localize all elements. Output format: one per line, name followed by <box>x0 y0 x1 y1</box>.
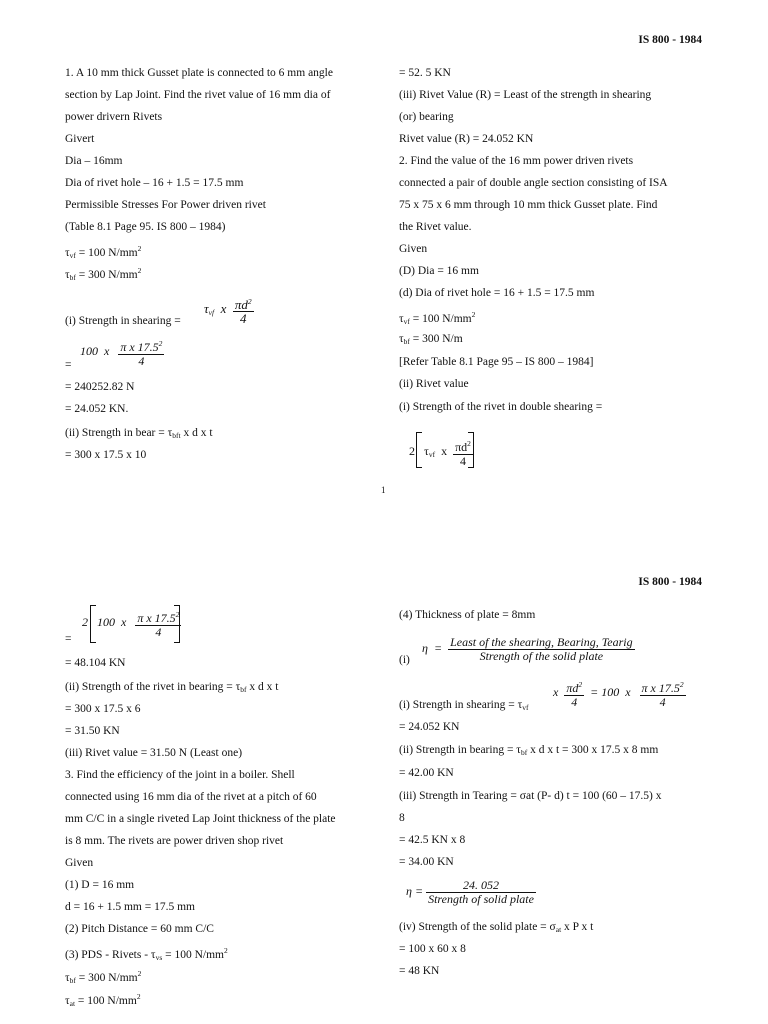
text-line: 75 x 75 x 6 mm through 10 mm thick Gusset plate. Find <box>399 199 658 211</box>
result-line: = 24.052 KN. <box>65 403 129 415</box>
bracket-right <box>174 605 180 643</box>
text-line: (Table 8.1 Page 95. IS 800 – 1984) <box>65 221 226 233</box>
bracket-right <box>468 432 474 468</box>
text-line: (or) bearing <box>399 111 454 123</box>
equals-sign: = <box>65 633 72 645</box>
bearing-text: x d x t = 300 x 17.5 x 8 mm <box>527 744 659 756</box>
text-line: (2) Pitch Distance = 60 mm C/C <box>65 923 214 935</box>
rivet-stress-line: (3) PDS - Rivets - $\tau_{vs} = 100$ $N/mm^2$ <box>65 946 228 962</box>
text-line: (D) Dia = 16 mm <box>399 265 479 277</box>
bearing-text: (ii) Strength in bear = τ <box>65 427 173 439</box>
tau-vf-line: $\tau_{vf} = 100$ $N/mm^2$ <box>399 310 476 326</box>
shear-line: (i) Strength in shearing = $\tau_{vf}$ <box>399 699 529 712</box>
tau-vf-line: $\tau_{vf} = 100$ $N/mm^2$ <box>65 244 142 260</box>
text-line: (iii) Rivet value = 31.50 N (Least one) <box>65 747 243 759</box>
result-line: = 42.00 KN <box>399 767 454 779</box>
text-line: (d) Dia of rivet hole = 16 + 1.5 = 17.5 mm <box>399 287 595 299</box>
bearing-text: (ii) Strength of the rivet in bearing = τ <box>65 681 241 693</box>
text-line: is 8 mm. The rivets are power driven shop rivet <box>65 835 284 847</box>
text-line: connected a pair of double angle section consisting of ISA <box>399 177 668 189</box>
result-line: = 48 KN <box>399 965 440 977</box>
page-header: IS 800 - 1984 <box>638 576 702 588</box>
efficiency-numerator: Least of the shearing, Bearing, Tearig <box>450 634 633 649</box>
solid-plate-line: (iv) Strength of the solid plate = $\sigma_{at}$ x P x t <box>399 921 594 934</box>
formula-double-shear-substitution: 2 100 x $\frac{\pi x 17.5^2}{4}$ <box>82 609 180 639</box>
text-line: 1. A 10 mm thick Gusset plate is connected to 6 mm angle <box>65 67 333 79</box>
formula-shear-substitution: 100 x $\frac{\pi x 17.5^2}{4}$ <box>80 338 163 368</box>
formula-double-shear: 2 $\tau_{vf}$ x $\frac{\pi d^2}{4}$ <box>409 438 471 468</box>
tau-bf-line: $\tau_{bf} = 300$ N/m <box>399 333 463 346</box>
page-header: IS 800 - 1984 <box>638 34 702 46</box>
text-line: Given <box>399 243 428 255</box>
text-line: Permissible Stresses For Power driven rivet <box>65 199 266 211</box>
text-line: Dia – 16mm <box>65 155 123 167</box>
text-line: power drivern Rivets <box>65 111 163 123</box>
result-line: = 42.5 KN x 8 <box>399 834 466 846</box>
result-line: = 34.00 KN <box>399 856 454 868</box>
text-line: Dia of rivet hole – 16 + 1.5 = 17.5 mm <box>65 177 244 189</box>
bearing-calc: = 300 x 17.5 x 10 <box>65 449 147 461</box>
efficiency-label: (i) <box>399 654 410 666</box>
document-page-2 <box>0 512 768 1024</box>
text-line: = 31.50 KN <box>65 725 120 737</box>
formula-efficiency-substituted: η = $\frac{24. 052}{\text{Strength of solid plate}}$ <box>406 877 534 906</box>
page-number: 1 <box>381 485 386 495</box>
text-line: = 52. 5 KN <box>399 67 451 79</box>
formula-shear-strength: x $\frac{\pi d^2}{4}$ = 100 x $\frac{\pi x 17.5^2}{4}$ <box>553 679 684 709</box>
shear-label: (i) Strength in shearing = τ <box>399 699 523 711</box>
tau-vf-value: = 100 N/mm <box>75 247 138 259</box>
text-line: 2. Find the value of the 16 mm power driven rivets <box>399 155 634 167</box>
text-line: the Rivet value. <box>399 221 472 233</box>
bearing-line: (ii) Strength in bearing = $\tau_{bf}$ x d x t = 300 x 17.5 x 8 mm <box>399 744 659 757</box>
efficiency-numerator: 24. 052 <box>426 879 536 893</box>
text-line: (ii) Rivet value <box>399 378 469 390</box>
text-line: d = 16 + 1.5 mm = 17.5 mm <box>65 901 195 913</box>
tearing-line: (iii) Strength in Tearing = σat (P- d) t = 100 (60 – 17.5) x <box>399 790 662 802</box>
result-line: = 240252.82 N <box>65 381 135 393</box>
text-line: Givert <box>65 133 95 145</box>
tau-bf-value: = 300 N/mm <box>75 972 138 984</box>
text-line: [Refer Table 8.1 Page 95 – IS 800 – 1984] <box>399 356 594 368</box>
text-line: mm C/C in a single riveted Lap Joint thickness of the plate <box>65 813 336 825</box>
bearing-line: (ii) Strength of the rivet in bearing = $\tau_{bf}$ x d x t <box>65 681 279 694</box>
efficiency-denominator: Strength of solid plate <box>428 891 534 906</box>
bracket-left <box>90 605 96 643</box>
formula-shear: $\tau_{vf}$ x $\frac{\pi d^2}{4}$ <box>204 297 252 327</box>
tau-bf-value: = 300 N/m <box>409 333 463 345</box>
text-line: (1) D = 16 mm <box>65 879 135 891</box>
result-line: = 48.104 KN <box>65 657 126 669</box>
tau-bf-line: $\tau_{bf} = 300$ $N/mm^2$ <box>65 266 142 282</box>
bearing-text: x d x t <box>180 427 213 439</box>
text-line: connected using 16 mm dia of the rivet at a pitch of 60 <box>65 791 317 803</box>
formula-efficiency: η = $\frac{\text{Least of the shearing, Bearing, Tearig}}{\text{Strength of the solid plate}}$ <box>422 634 633 663</box>
bearing-line: (ii) Strength in bear = $\tau_{bft}$ x d x t <box>65 427 213 440</box>
text-line: Given <box>65 857 94 869</box>
text-line: (4) Thickness of plate = 8mm <box>399 609 536 621</box>
solid-plate-text: x P x t <box>561 921 594 933</box>
tau-vf-value: = 100 N/mm <box>409 313 472 325</box>
result-line: = 24.052 KN <box>399 721 460 733</box>
text-line: Rivet value (R) = 24.052 KN <box>399 133 534 145</box>
efficiency-denominator: Strength of the solid plate <box>479 648 604 663</box>
rivet-stress-text: (3) PDS - Rivets - τ <box>65 949 156 961</box>
tau-bf-line: $\tau_{bf} = 300$ $N/mm^2$ <box>65 969 142 985</box>
tau-at-value: = 100 N/mm <box>75 995 137 1007</box>
bearing-text: x d x t <box>246 681 279 693</box>
rivet-stress-text: = 100 N/mm <box>162 949 224 961</box>
text-line: (i) Strength of the rivet in double shearing = <box>399 401 603 413</box>
solid-plate-text: (iv) Strength of the solid plate = σ <box>399 921 556 933</box>
text-line: 3. Find the efficiency of the joint in a boiler. Shell <box>65 769 295 781</box>
bearing-text: (ii) Strength in bearing = τ <box>399 744 521 756</box>
bracket-left <box>416 432 422 468</box>
text-line: = 300 x 17.5 x 6 <box>65 703 141 715</box>
tau-at-line: $\tau_{at} = 100$ $N/mm^2$ <box>65 992 141 1008</box>
text-line: section by Lap Joint. Find the rivet value of 16 mm dia of <box>65 89 331 101</box>
shear-label: (i) Strength in shearing = <box>65 315 181 327</box>
tearing-line: 8 <box>399 812 405 824</box>
text-line: (iii) Rivet Value (R) = Least of the strength in shearing <box>399 89 652 101</box>
tau-bf-value: = 300 N/mm <box>75 269 138 281</box>
equals-sign: = <box>65 359 72 371</box>
result-line: = 100 x 60 x 8 <box>399 943 466 955</box>
